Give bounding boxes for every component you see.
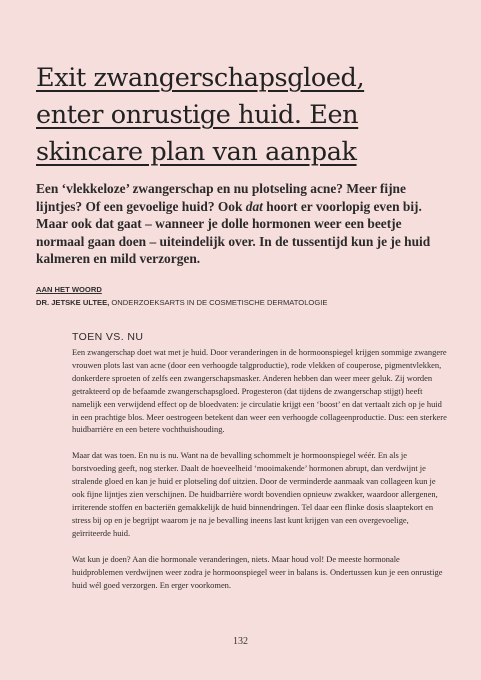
article-title	[36, 60, 456, 171]
body-paragraph-1: Een zwangerschap doet wat met je huid. Door veranderingen in de hormoonspiegel krijgen sommige zwangere vrouwen plots last van acne (door een verhoogde talgproductie), rode vlekken of couperose, pigmentvlekken, donkerdere sproeten of zelfs een zwangerschapsmasker. Anderen hebben dan weer meer geluk. Zij worden getrakteerd op de befaamde zwangerschapsgloed. Progesteron (dat tijdens de zwangerschap stijgt) heeft namelijk een verwijdend effect op de bloedvaten: je circulatie krijgt een ‘boost’ en dat vertaalt zich op je huid in een prachtige blos. Meer oestrogeen betekent dan weer een verhoogde collageenproductie. Dus: een sterkere huidbarrière en een betere vochthuishouding.	[72, 347, 447, 435]
intro-emphasis: dat	[245, 198, 263, 214]
title-line-3: skincare plan van aanpak	[36, 137, 357, 167]
intro-text-before: Een ‘vlekkeloze’ zwangerschap en nu plotseling acne? Meer fijne lijntjes? Of een gevoelige huid? Ook	[36, 181, 406, 214]
byline-label: AAN HET WOORD	[36, 285, 102, 294]
section-heading: TOEN VS. NU	[72, 331, 144, 343]
page-number: 132	[233, 636, 248, 647]
byline	[36, 283, 456, 309]
title-line-2: enter onrustige huid. Een	[36, 100, 359, 130]
body-paragraph-2: Maar dat was toen. En nu is nu. Want na de bevalling schommelt je hormoonspiegel wéér. En als je borstvoeding geeft, nog sterker. Daalt de hoeveelheid ‘mooimakende’ hormonen abrupt, dan verdwijnt je stralende gloed en kan je huid er plotseling dof uitzien. Door de verminderde aanmaak van collageen kun je ook fijne lijntjes zien verschijnen. De huidbarrière wordt bovendien opnieuw zwakker, waardoor allergenen, irriterende stoffen en bacteriën gemakkelijk de huid binnendringen. Tel daar een flinke dosis slaaptekort en stress bij op en je begrijpt waarom je na je bevalling ineens last kunt krijgen van een overgevoelige, geïrriteerde huid.	[72, 450, 438, 538]
intro-paragraph	[36, 180, 446, 268]
body-paragraph-3: Wat kun je doen? Aan die hormonale veranderingen, niets. Maar houd vol! De meeste hormonale huidproblemen verdwijnen weer zodra je hormoonspiegel weer in balans is. Ondertussen kun je een onrustige huid wél goed verzorgen. En erger voorkomen.	[72, 553, 443, 590]
title-line-1: Exit zwangerschapsgloed,	[36, 63, 365, 93]
intro-text-after: hoort er voorlopig even bij. Maar ook dat gaat – wanneer je dolle hormonen weer een beetje normaal gaan doen – uiteindelijk over. In de tussentijd kun je je huid kalmeren en mild verzorgen.	[36, 198, 431, 267]
article-body	[72, 346, 447, 604]
byline-name: DR. JETSKE ULTEE,	[36, 298, 110, 307]
byline-role: ONDERZOEKSARTS IN DE COSMETISCHE DERMATOLOGIE	[109, 298, 328, 307]
